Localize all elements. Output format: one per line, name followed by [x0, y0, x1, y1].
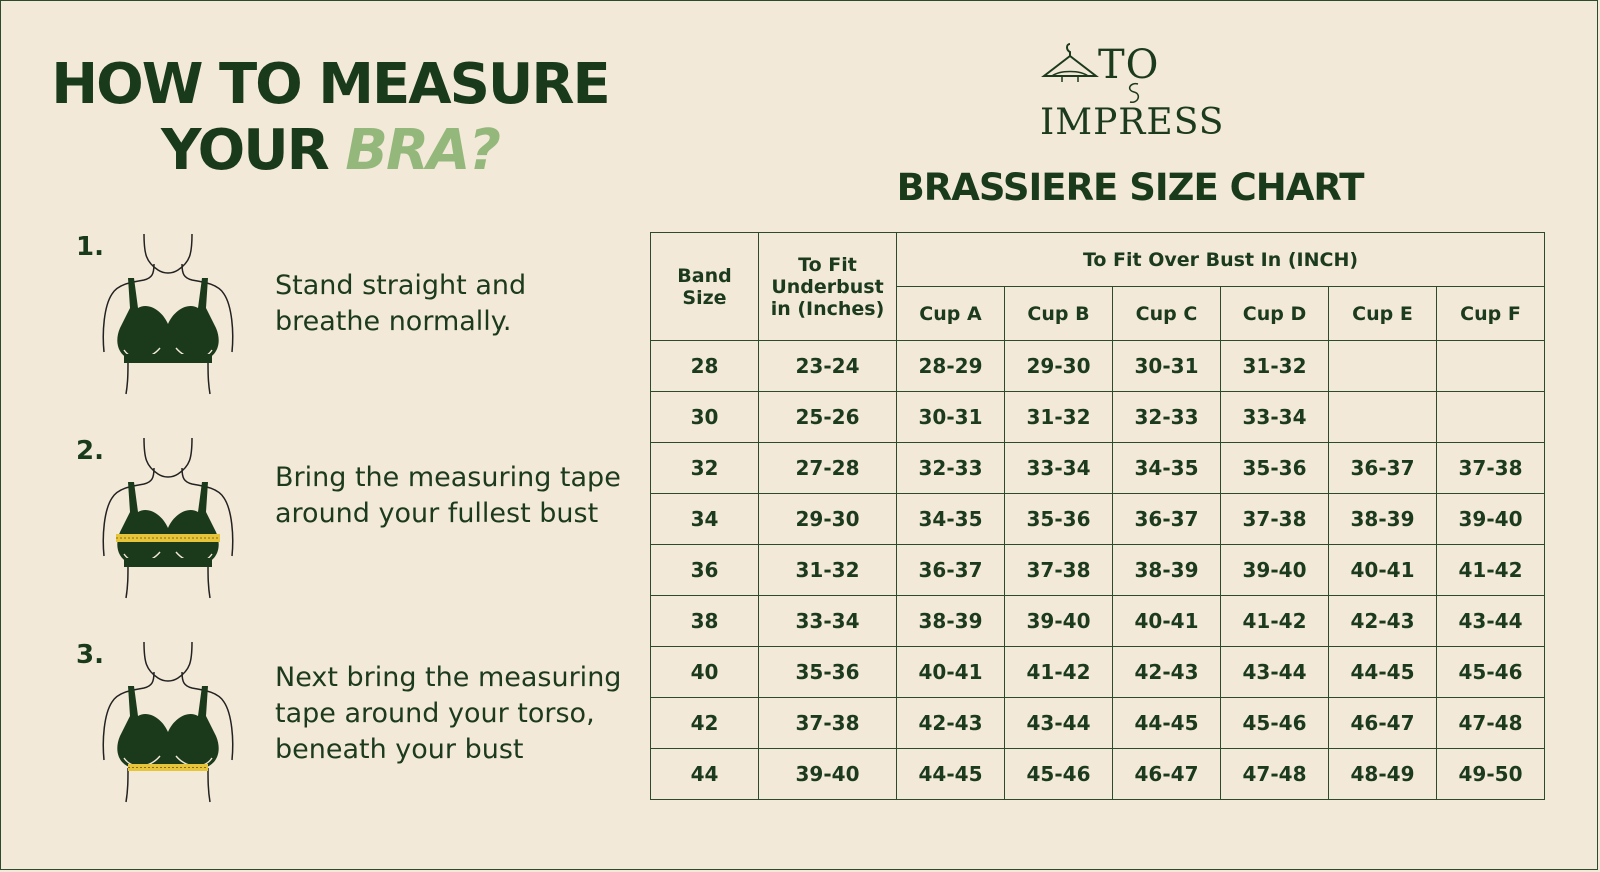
table-row — [651, 596, 1545, 647]
table-row — [651, 494, 1545, 545]
band-size-cell: 44 — [651, 749, 759, 800]
cup-size-cell: 38-39 — [897, 596, 1005, 647]
underbust-cell: 27-28 — [759, 443, 897, 494]
cup-size-cell: 43-44 — [1221, 647, 1329, 698]
underbust-cell: 39-40 — [759, 749, 897, 800]
cup-size-cell — [1329, 341, 1437, 392]
cup-size-cell: 36-37 — [897, 545, 1005, 596]
cup-size-cell: 46-47 — [1329, 698, 1437, 749]
underbust-cell: 29-30 — [759, 494, 897, 545]
cup-size-cell: 40-41 — [1329, 545, 1437, 596]
band-size-cell: 30 — [651, 392, 759, 443]
cup-size-cell: 33-34 — [1221, 392, 1329, 443]
cup-size-cell: 41-42 — [1005, 647, 1113, 698]
band-size-cell: 36 — [651, 545, 759, 596]
torso-tape-underbust-icon — [98, 640, 238, 805]
step-2 — [76, 436, 636, 606]
hanger-icon — [1040, 40, 1100, 88]
underbust-cell: 35-36 — [759, 647, 897, 698]
cup-size-cell: 37-38 — [1221, 494, 1329, 545]
cup-size-cell — [1329, 392, 1437, 443]
header-cup: Cup B — [1005, 287, 1113, 341]
title-accent: BRA? — [345, 118, 499, 183]
underbust-cell: 31-32 — [759, 545, 897, 596]
cup-size-cell: 32-33 — [1113, 392, 1221, 443]
step-1-number: 1. — [76, 232, 104, 262]
header-cup: Cup C — [1113, 287, 1221, 341]
cup-size-cell: 38-39 — [1113, 545, 1221, 596]
step-3-number: 3. — [76, 640, 104, 670]
logo-to: TO — [1098, 42, 1160, 88]
cup-size-cell: 40-41 — [897, 647, 1005, 698]
cup-size-cell: 34-35 — [897, 494, 1005, 545]
header-band-size: Band Size — [651, 233, 759, 341]
cup-size-cell: 30-31 — [897, 392, 1005, 443]
cup-size-cell: 48-49 — [1329, 749, 1437, 800]
cup-size-cell: 35-36 — [1221, 443, 1329, 494]
cup-size-cell: 43-44 — [1437, 596, 1545, 647]
cup-size-cell: 30-31 — [1113, 341, 1221, 392]
torso-tape-bust-icon — [98, 436, 238, 601]
logo-impress: IMPRESS — [1040, 102, 1225, 143]
cup-size-cell: 45-46 — [1437, 647, 1545, 698]
torso-illustration-icon — [98, 232, 238, 397]
cup-size-cell: 46-47 — [1113, 749, 1221, 800]
cup-size-cell: 39-40 — [1005, 596, 1113, 647]
step-2-number: 2. — [76, 436, 104, 466]
cup-size-cell: 44-45 — [897, 749, 1005, 800]
table-row — [651, 698, 1545, 749]
cup-size-cell: 39-40 — [1437, 494, 1545, 545]
table-row — [651, 647, 1545, 698]
cup-size-cell: 33-34 — [1005, 443, 1113, 494]
underbust-cell: 23-24 — [759, 341, 897, 392]
cup-size-cell: 41-42 — [1221, 596, 1329, 647]
underbust-cell: 25-26 — [759, 392, 897, 443]
page-title — [40, 52, 620, 184]
brand-logo — [1040, 40, 1240, 150]
underbust-cell: 37-38 — [759, 698, 897, 749]
title-line-2-prefix: YOUR — [161, 118, 346, 183]
cup-size-cell: 36-37 — [1329, 443, 1437, 494]
cup-size-cell: 47-48 — [1437, 698, 1545, 749]
step-3-text: Next bring the measuring tape around your torso, beneath your bust — [275, 662, 622, 765]
band-size-cell: 32 — [651, 443, 759, 494]
table-row — [651, 545, 1545, 596]
cup-size-cell: 42-43 — [897, 698, 1005, 749]
cup-size-cell: 37-38 — [1437, 443, 1545, 494]
underbust-cell: 33-34 — [759, 596, 897, 647]
band-size-cell: 40 — [651, 647, 759, 698]
step-2-text: Bring the measuring tape around your fullest bust — [275, 462, 621, 529]
band-size-cell: 28 — [651, 341, 759, 392]
cup-size-cell: 49-50 — [1437, 749, 1545, 800]
header-underbust: To Fit Underbust in (Inches) — [759, 233, 897, 341]
header-cup: Cup D — [1221, 287, 1329, 341]
cup-size-cell: 35-36 — [1005, 494, 1113, 545]
cup-size-cell: 32-33 — [897, 443, 1005, 494]
step-3 — [76, 640, 636, 810]
cup-size-cell: 31-32 — [1005, 392, 1113, 443]
cup-size-cell — [1437, 341, 1545, 392]
cup-size-cell: 37-38 — [1005, 545, 1113, 596]
header-cup: Cup E — [1329, 287, 1437, 341]
header-cup: Cup F — [1437, 287, 1545, 341]
title-line-1: HOW TO MEASURE — [51, 52, 609, 117]
cup-size-cell: 31-32 — [1221, 341, 1329, 392]
table-row — [651, 749, 1545, 800]
cup-size-cell: 43-44 — [1005, 698, 1113, 749]
table-row — [651, 392, 1545, 443]
cup-size-cell: 45-46 — [1221, 698, 1329, 749]
cup-size-cell: 42-43 — [1113, 647, 1221, 698]
table-row — [651, 341, 1545, 392]
chart-title: BRASSIERE SIZE CHART — [896, 166, 1364, 209]
cup-size-cell: 44-45 — [1113, 698, 1221, 749]
band-size-cell: 38 — [651, 596, 759, 647]
cup-size-cell: 34-35 — [1113, 443, 1221, 494]
cup-size-cell: 45-46 — [1005, 749, 1113, 800]
cup-size-cell: 39-40 — [1221, 545, 1329, 596]
cup-size-cell: 36-37 — [1113, 494, 1221, 545]
cup-size-cell: 44-45 — [1329, 647, 1437, 698]
step-1-text: Stand straight and breathe normally. — [275, 270, 527, 337]
cup-size-cell: 29-30 — [1005, 341, 1113, 392]
title-line-2 — [40, 118, 620, 184]
size-chart-table — [650, 232, 1545, 800]
band-size-cell: 42 — [651, 698, 759, 749]
cup-size-cell: 47-48 — [1221, 749, 1329, 800]
cup-size-cell: 28-29 — [897, 341, 1005, 392]
step-1 — [76, 232, 636, 402]
cup-size-cell — [1437, 392, 1545, 443]
band-size-cell: 34 — [651, 494, 759, 545]
header-overbust: To Fit Over Bust In (INCH) — [897, 233, 1545, 287]
cup-size-cell: 38-39 — [1329, 494, 1437, 545]
cup-size-cell: 42-43 — [1329, 596, 1437, 647]
cup-size-cell: 41-42 — [1437, 545, 1545, 596]
cup-size-cell: 40-41 — [1113, 596, 1221, 647]
header-cup: Cup A — [897, 287, 1005, 341]
table-row — [651, 443, 1545, 494]
